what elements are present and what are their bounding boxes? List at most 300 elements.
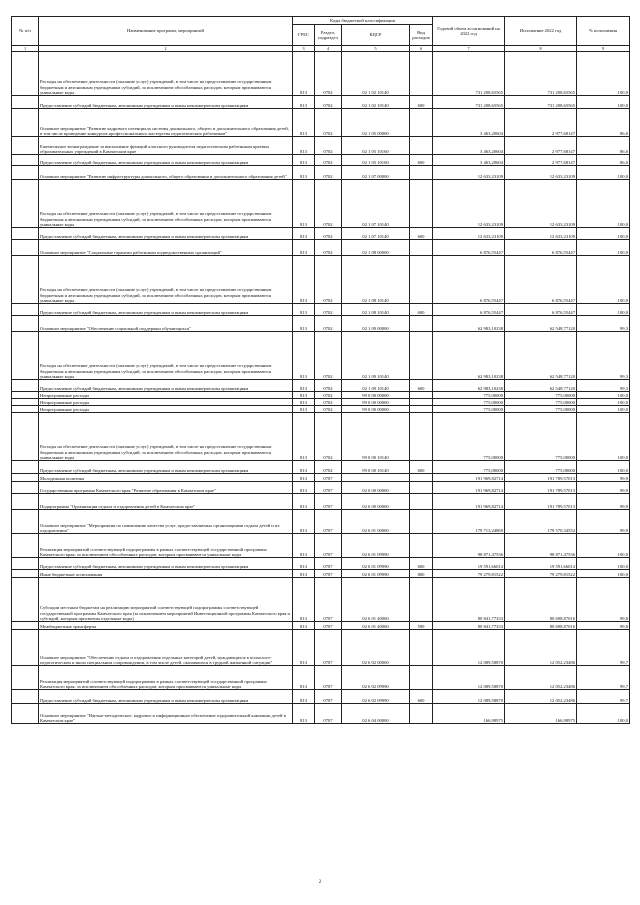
cell-exec: 12 052,23486 bbox=[505, 690, 577, 704]
cell-num bbox=[12, 166, 39, 180]
cell-kcsr: 02 1 02 10140 bbox=[342, 52, 410, 96]
cell-vol: 731 208,65565 bbox=[433, 52, 505, 96]
cell-name: Государственная программа Камчатского края "Развитие образования в Камчатском крае" bbox=[39, 482, 293, 494]
table-row bbox=[12, 109, 630, 137]
cell-kcsr: 02 1 08 00000 bbox=[342, 240, 410, 256]
cell-vid bbox=[410, 630, 433, 666]
cell-name: Предоставление субсидий бюджетным, автономным учреждениям и иным некоммерческим организациям bbox=[39, 155, 293, 166]
cell-name: Расходы на обеспечение деятельности (оказание услуг) учреждений, в том числе на предоставление государственным бюджетным и автономным учреждениям субсидий, за исключением обособленных расходов, которым присваиваются уникальные коды bbox=[39, 413, 293, 461]
table-row bbox=[12, 155, 630, 166]
cell-vid bbox=[410, 413, 433, 461]
cell-vol: 6 876,55447 bbox=[433, 256, 505, 304]
cell-vid bbox=[410, 256, 433, 304]
table-row bbox=[12, 52, 630, 96]
cell-name: Основное мероприятие "Социальные гарантии работникам подведомственных организаций" bbox=[39, 240, 293, 256]
cell-grbs: 813 bbox=[293, 461, 315, 474]
table-row bbox=[12, 534, 630, 558]
table-row bbox=[12, 704, 630, 724]
table-row bbox=[12, 570, 630, 578]
cell-vid bbox=[410, 578, 433, 622]
cell-razdel: 0707 bbox=[315, 534, 342, 558]
cell-razdel: 0707 bbox=[315, 578, 342, 622]
cell-pct: 86,0 bbox=[577, 155, 630, 166]
cell-razdel: 0702 bbox=[315, 96, 342, 109]
header-codes-group: Коды бюджетной классификации bbox=[293, 17, 433, 25]
cell-exec: 80 698,87016 bbox=[505, 622, 577, 630]
cell-pct: 100,0 bbox=[577, 399, 630, 406]
cell-num bbox=[12, 316, 39, 332]
cell-name: Предоставление субсидий бюджетным, автономным учреждениям и иным некоммерческим организациям bbox=[39, 304, 293, 316]
cell-vol: 19 591,66014 bbox=[433, 558, 505, 570]
cell-name: Предоставление субсидий бюджетным, автономным учреждениям и иным некоммерческим организациям bbox=[39, 558, 293, 570]
cell-kcsr: 02 0 00 00000 bbox=[342, 482, 410, 494]
table-row bbox=[12, 228, 630, 240]
cell-vid bbox=[410, 180, 433, 228]
cell-num bbox=[12, 240, 39, 256]
cell-num bbox=[12, 461, 39, 474]
cell-kcsr: 02 1 09 00000 bbox=[342, 316, 410, 332]
table-row bbox=[12, 494, 630, 510]
cell-exec: 12 633,23109 bbox=[505, 180, 577, 228]
cell-grbs: 813 bbox=[293, 570, 315, 578]
cell-num bbox=[12, 558, 39, 570]
column-number: 3 bbox=[293, 46, 315, 52]
column-number: 1 bbox=[12, 46, 39, 52]
cell-grbs: 813 bbox=[293, 332, 315, 380]
table-row bbox=[12, 316, 630, 332]
cell-pct: 99,9 bbox=[577, 482, 630, 494]
cell-vid bbox=[410, 474, 433, 482]
cell-grbs: 813 bbox=[293, 578, 315, 622]
cell-vol: 12 089,58870 bbox=[433, 666, 505, 690]
cell-kcsr: 02 6 01 09990 bbox=[342, 570, 410, 578]
cell-vid bbox=[410, 406, 433, 413]
cell-kcsr: 02 6 00 00000 bbox=[342, 494, 410, 510]
cell-vid bbox=[410, 704, 433, 724]
cell-razdel: 0707 bbox=[315, 704, 342, 724]
cell-grbs: 813 bbox=[293, 666, 315, 690]
cell-num bbox=[12, 304, 39, 316]
cell-razdel: 0707 bbox=[315, 558, 342, 570]
cell-exec: 775,00000 bbox=[505, 406, 577, 413]
cell-razdel: 0702 bbox=[315, 155, 342, 166]
cell-kcsr: 02 1 07 10140 bbox=[342, 180, 410, 228]
cell-razdel: 0702 bbox=[315, 392, 342, 399]
cell-num bbox=[12, 666, 39, 690]
cell-exec: 775,00000 bbox=[505, 413, 577, 461]
cell-pct: 100,0 bbox=[577, 180, 630, 228]
cell-razdel: 0702 bbox=[315, 256, 342, 304]
document-page bbox=[11, 16, 629, 724]
cell-pct: 100,0 bbox=[577, 413, 630, 461]
cell-vol: 79 279,81522 bbox=[433, 570, 505, 578]
cell-razdel: 0707 bbox=[315, 570, 342, 578]
cell-grbs: 813 bbox=[293, 704, 315, 724]
header-razdel: Раздел, подраздел bbox=[315, 25, 342, 46]
cell-kcsr: 99 0 00 10140 bbox=[342, 413, 410, 461]
cell-razdel: 0707 bbox=[315, 510, 342, 534]
cell-kcsr: 99 0 00 00000 bbox=[342, 392, 410, 399]
column-number: 6 bbox=[410, 46, 433, 52]
cell-kcsr: 02 6 02 09990 bbox=[342, 666, 410, 690]
column-number: 7 bbox=[433, 46, 505, 52]
cell-pct: 99,3 bbox=[577, 380, 630, 392]
cell-grbs: 813 bbox=[293, 392, 315, 399]
cell-name: Расходы на обеспечение деятельности (оказание услуг) учреждений, в том числе на предоставление государственным бюджетным и автономным учреждениям субсидий, за исключением обособленных расходов, которым присваиваются уникальные коды bbox=[39, 180, 293, 228]
cell-razdel: 0707 bbox=[315, 494, 342, 510]
cell-name: Предоставление субсидий бюджетным, автономным учреждениям и иным некоммерческим организациям bbox=[39, 380, 293, 392]
cell-kcsr: 99 0 00 10140 bbox=[342, 461, 410, 474]
cell-pct: 86,0 bbox=[577, 137, 630, 155]
cell-num bbox=[12, 380, 39, 392]
cell-pct: 99,3 bbox=[577, 316, 630, 332]
cell-vol: 80 841,77333 bbox=[433, 622, 505, 630]
cell-razdel: 0707 bbox=[315, 622, 342, 630]
cell-name: Предоставление субсидий бюджетным, автономным учреждениям и иным некоммерческим организациям bbox=[39, 461, 293, 474]
table-row bbox=[12, 96, 630, 109]
table-row bbox=[12, 622, 630, 630]
cell-vol: 179 713,24869 bbox=[433, 510, 505, 534]
cell-kcsr: 02 6 04 00000 bbox=[342, 704, 410, 724]
cell-kcsr: 02 6 02 00000 bbox=[342, 630, 410, 666]
cell-grbs: 813 bbox=[293, 622, 315, 630]
header-vid: Вид расходов bbox=[410, 25, 433, 46]
cell-pct: 100,0 bbox=[577, 570, 630, 578]
cell-num bbox=[12, 399, 39, 406]
cell-pct: 100,0 bbox=[577, 534, 630, 558]
cell-vid bbox=[410, 52, 433, 96]
table-row bbox=[12, 166, 630, 180]
cell-pct: 99,8 bbox=[577, 622, 630, 630]
cell-pct: 100,0 bbox=[577, 52, 630, 96]
cell-vol: 12 089,58870 bbox=[433, 690, 505, 704]
cell-vol: 62 983,10238 bbox=[433, 380, 505, 392]
cell-vid: 600 bbox=[410, 228, 433, 240]
cell-exec: 2 977,68147 bbox=[505, 155, 577, 166]
cell-pct: 99,7 bbox=[577, 630, 630, 666]
header-grbs: ГРБС bbox=[293, 25, 315, 46]
cell-vol: 191 969,82714 bbox=[433, 474, 505, 482]
cell-kcsr: 99 0 00 00000 bbox=[342, 399, 410, 406]
cell-kcsr: 02 6 01 40060 bbox=[342, 578, 410, 622]
cell-vid bbox=[410, 166, 433, 180]
cell-grbs: 813 bbox=[293, 534, 315, 558]
cell-grbs: 813 bbox=[293, 155, 315, 166]
cell-vid: 600 bbox=[410, 155, 433, 166]
table-row bbox=[12, 137, 630, 155]
cell-vol: 80 841,77333 bbox=[433, 578, 505, 622]
table-row bbox=[12, 399, 630, 406]
cell-razdel: 0702 bbox=[315, 332, 342, 380]
cell-exec: 12 633,23109 bbox=[505, 166, 577, 180]
cell-num bbox=[12, 482, 39, 494]
cell-pct: 99,9 bbox=[577, 494, 630, 510]
cell-vol: 191 969,82714 bbox=[433, 494, 505, 510]
budget-table bbox=[11, 16, 630, 724]
cell-pct: 100,0 bbox=[577, 96, 630, 109]
column-number: 4 bbox=[315, 46, 342, 52]
table-row bbox=[12, 380, 630, 392]
cell-vid: 600 bbox=[410, 558, 433, 570]
table-row bbox=[12, 240, 630, 256]
cell-vol: 731 208,65565 bbox=[433, 96, 505, 109]
header-name: Наименование программ, мероприятий bbox=[39, 17, 293, 46]
cell-name: Основное мероприятие "Мероприятия по повышению качества услуг, предоставляемых организациями отдыха детей и их оздоровления" bbox=[39, 510, 293, 534]
cell-kcsr: 02 1 08 10140 bbox=[342, 304, 410, 316]
cell-num bbox=[12, 96, 39, 109]
cell-vid bbox=[410, 534, 433, 558]
table-row bbox=[12, 332, 630, 380]
cell-num bbox=[12, 622, 39, 630]
cell-pct: 100,0 bbox=[577, 240, 630, 256]
cell-vol: 3 463,20604 bbox=[433, 137, 505, 155]
cell-vol: 191 969,82714 bbox=[433, 482, 505, 494]
cell-kcsr: 02 6 01 40060 bbox=[342, 622, 410, 630]
cell-name: Ежемесячное вознаграждение за выполнение функций классного руководителя педагогическим работникам краевых образовательных учреждений в Камчатском крае bbox=[39, 137, 293, 155]
cell-num bbox=[12, 630, 39, 666]
cell-pct: 100,0 bbox=[577, 304, 630, 316]
cell-razdel: 0702 bbox=[315, 316, 342, 332]
cell-grbs: 813 bbox=[293, 406, 315, 413]
cell-exec: 2 977,68147 bbox=[505, 109, 577, 137]
cell-num bbox=[12, 52, 39, 96]
cell-num bbox=[12, 406, 39, 413]
cell-exec: 775,00000 bbox=[505, 399, 577, 406]
cell-vol: 775,00000 bbox=[433, 392, 505, 399]
cell-vol: 3 463,20604 bbox=[433, 109, 505, 137]
table-row bbox=[12, 482, 630, 494]
cell-pct: 100,0 bbox=[577, 392, 630, 399]
cell-razdel: 0702 bbox=[315, 109, 342, 137]
cell-kcsr: 02 1 07 10140 bbox=[342, 228, 410, 240]
cell-name: Молодежная политика bbox=[39, 474, 293, 482]
cell-name: Непрограммные расходы bbox=[39, 399, 293, 406]
cell-name: Расходы на обеспечение деятельности (оказание услуг) учреждений, в том числе на предоставление государственным бюджетным и автономным учреждениям субсидий, за исключением обособленных расходов, которым присваиваются уникальные коды bbox=[39, 52, 293, 96]
cell-exec: 731 208,65565 bbox=[505, 96, 577, 109]
cell-razdel: 0707 bbox=[315, 690, 342, 704]
header-percent: % исполнения bbox=[577, 17, 630, 46]
cell-kcsr: 02 1 05 10160 bbox=[342, 137, 410, 155]
cell-razdel: 0702 bbox=[315, 228, 342, 240]
table-row bbox=[12, 304, 630, 316]
table-row bbox=[12, 510, 630, 534]
cell-grbs: 813 bbox=[293, 96, 315, 109]
cell-name: Основное мероприятие "Развитие инфраструктуры дошкольного, общего образования и дополнительного образования детей" bbox=[39, 166, 293, 180]
cell-vid bbox=[410, 510, 433, 534]
header-execution: Исполнение 2022 год bbox=[505, 17, 577, 46]
cell-name: Непрограммные расходы bbox=[39, 406, 293, 413]
cell-name: Расходы на обеспечение деятельности (оказание услуг) учреждений, в том числе на предоставление государственным бюджетным и автономным учреждениям субсидий, за исключением обособленных расходов, которым присваиваются уникальные коды bbox=[39, 332, 293, 380]
cell-razdel: 0702 bbox=[315, 461, 342, 474]
header-volume: Годовой объем ассигнований на 2022 год bbox=[433, 17, 505, 46]
cell-num bbox=[12, 256, 39, 304]
cell-name: Подпрограмма "Организация отдыха и оздоровления детей в Камчатском крае" bbox=[39, 494, 293, 510]
cell-razdel: 0702 bbox=[315, 304, 342, 316]
cell-vid: 600 bbox=[410, 461, 433, 474]
table-row bbox=[12, 461, 630, 474]
table-row bbox=[12, 666, 630, 690]
cell-num bbox=[12, 494, 39, 510]
cell-num bbox=[12, 474, 39, 482]
cell-num bbox=[12, 109, 39, 137]
cell-vol: 98 871,47536 bbox=[433, 534, 505, 558]
cell-exec: 12 052,23486 bbox=[505, 666, 577, 690]
cell-vid: 600 bbox=[410, 96, 433, 109]
cell-grbs: 813 bbox=[293, 494, 315, 510]
cell-vid bbox=[410, 399, 433, 406]
cell-name: Предоставление субсидий бюджетным, автономным учреждениям и иным некоммерческим организациям bbox=[39, 690, 293, 704]
cell-razdel: 0707 bbox=[315, 474, 342, 482]
cell-vol: 6 876,55447 bbox=[433, 304, 505, 316]
cell-razdel: 0702 bbox=[315, 137, 342, 155]
cell-grbs: 813 bbox=[293, 240, 315, 256]
cell-grbs: 813 bbox=[293, 137, 315, 155]
cell-exec: 2 977,68147 bbox=[505, 137, 577, 155]
cell-vol: 775,00000 bbox=[433, 399, 505, 406]
cell-name: Основное мероприятие "Обеспечение социальной поддержки обучающихся" bbox=[39, 316, 293, 332]
cell-grbs: 813 bbox=[293, 52, 315, 96]
cell-exec: 179 570,34552 bbox=[505, 510, 577, 534]
cell-exec: 19 591,66014 bbox=[505, 558, 577, 570]
cell-razdel: 0702 bbox=[315, 240, 342, 256]
cell-grbs: 813 bbox=[293, 413, 315, 461]
cell-grbs: 813 bbox=[293, 630, 315, 666]
cell-num bbox=[12, 155, 39, 166]
cell-kcsr: 02 1 02 10140 bbox=[342, 96, 410, 109]
cell-grbs: 813 bbox=[293, 180, 315, 228]
cell-kcsr: 02 1 09 10140 bbox=[342, 332, 410, 380]
cell-razdel: 0702 bbox=[315, 180, 342, 228]
cell-vid: 600 bbox=[410, 304, 433, 316]
cell-pct: 100,0 bbox=[577, 406, 630, 413]
cell-exec: 191 789,57013 bbox=[505, 494, 577, 510]
cell-vol: 62 983,10238 bbox=[433, 316, 505, 332]
cell-num bbox=[12, 510, 39, 534]
header-kcsr: КЦСР bbox=[342, 25, 410, 46]
cell-kcsr: 02 1 09 10140 bbox=[342, 380, 410, 392]
cell-name: Реализация мероприятий соответствующей подпрограммы в рамках соответствующей государственной программы Камчатского края, за исключением обособленных расходов, которым присваиваются уникальные коды bbox=[39, 534, 293, 558]
cell-vol: 3 463,20604 bbox=[433, 155, 505, 166]
cell-kcsr: 02 1 07 00000 bbox=[342, 166, 410, 180]
cell-exec: 80 698,87016 bbox=[505, 578, 577, 622]
column-number: 9 bbox=[577, 46, 630, 52]
cell-vol: 166,98975 bbox=[433, 704, 505, 724]
cell-vol: 12 633,23109 bbox=[433, 180, 505, 228]
cell-pct: 99,3 bbox=[577, 332, 630, 380]
cell-exec: 12 052,23486 bbox=[505, 630, 577, 666]
cell-grbs: 813 bbox=[293, 304, 315, 316]
cell-kcsr: 99 0 00 00000 bbox=[342, 406, 410, 413]
table-row bbox=[12, 690, 630, 704]
cell-vid bbox=[410, 316, 433, 332]
column-number: 2 bbox=[39, 46, 293, 52]
cell-vid: 800 bbox=[410, 570, 433, 578]
cell-kcsr: 02 6 01 09990 bbox=[342, 558, 410, 570]
cell-name: Реализация мероприятий соответствующей подпрограммы в рамках соответствующей государственной программы Камчатского края, за исключением обособленных расходов, которым присваиваются уникальные коды bbox=[39, 666, 293, 690]
cell-name: Субсидии местным бюджетам на реализацию мероприятий соответствующей подпрограммы соответствующей государственной программы Камчатского края (за исключением мероприятий Инвестиционной программы Камчатского края и субсидий, которым присвоены отдельные коды) bbox=[39, 578, 293, 622]
cell-vol: 775,00000 bbox=[433, 413, 505, 461]
table-row bbox=[12, 413, 630, 461]
table-row bbox=[12, 558, 630, 570]
cell-vid bbox=[410, 240, 433, 256]
table-row bbox=[12, 578, 630, 622]
cell-razdel: 0702 bbox=[315, 406, 342, 413]
cell-vol: 775,00000 bbox=[433, 461, 505, 474]
cell-kcsr: 02 1 08 10140 bbox=[342, 256, 410, 304]
cell-pct: 100,0 bbox=[577, 461, 630, 474]
cell-razdel: 0702 bbox=[315, 413, 342, 461]
cell-vol: 62 983,10238 bbox=[433, 332, 505, 380]
table-row bbox=[12, 256, 630, 304]
cell-kcsr: 02 6 01 09990 bbox=[342, 534, 410, 558]
cell-razdel: 0707 bbox=[315, 666, 342, 690]
cell-grbs: 813 bbox=[293, 256, 315, 304]
cell-num bbox=[12, 690, 39, 704]
cell-vid bbox=[410, 494, 433, 510]
cell-exec: 191 789,57013 bbox=[505, 474, 577, 482]
cell-num bbox=[12, 180, 39, 228]
cell-vid bbox=[410, 666, 433, 690]
cell-exec: 62 548,77120 bbox=[505, 316, 577, 332]
cell-vol: 775,00000 bbox=[433, 406, 505, 413]
cell-kcsr: 02 6 02 09990 bbox=[342, 690, 410, 704]
cell-razdel: 0707 bbox=[315, 482, 342, 494]
cell-exec: 166,98975 bbox=[505, 704, 577, 724]
cell-grbs: 813 bbox=[293, 510, 315, 534]
cell-razdel: 0707 bbox=[315, 630, 342, 666]
cell-vid bbox=[410, 137, 433, 155]
cell-vid bbox=[410, 109, 433, 137]
cell-vol: 12 089,58870 bbox=[433, 630, 505, 666]
cell-pct: 100,0 bbox=[577, 558, 630, 570]
cell-exec: 6 876,55447 bbox=[505, 256, 577, 304]
table-row bbox=[12, 180, 630, 228]
cell-exec: 731 208,65565 bbox=[505, 52, 577, 96]
table-row bbox=[12, 474, 630, 482]
cell-grbs: 813 bbox=[293, 474, 315, 482]
page-number: 2 bbox=[318, 880, 322, 885]
cell-kcsr: 02 1 05 00000 bbox=[342, 109, 410, 137]
cell-pct: 100,0 bbox=[577, 166, 630, 180]
cell-num bbox=[12, 534, 39, 558]
cell-pct: 99,9 bbox=[577, 474, 630, 482]
cell-grbs: 813 bbox=[293, 558, 315, 570]
cell-exec: 775,00000 bbox=[505, 461, 577, 474]
cell-vol: 12 633,23109 bbox=[433, 166, 505, 180]
cell-razdel: 0702 bbox=[315, 380, 342, 392]
cell-exec: 12 633,23109 bbox=[505, 228, 577, 240]
cell-exec: 6 876,55447 bbox=[505, 240, 577, 256]
cell-name: Основное мероприятие "Обеспечение отдыха и оздоровления отдельных категорий детей, нуждающихся в психолого-педагогическом и ином специальном сопровождении, в том числе детей, оказавшихся в трудной жизненной ситуации" bbox=[39, 630, 293, 666]
cell-grbs: 813 bbox=[293, 109, 315, 137]
cell-vid bbox=[410, 392, 433, 399]
cell-name: Непрограммные расходы bbox=[39, 392, 293, 399]
column-number: 8 bbox=[505, 46, 577, 52]
cell-exec: 6 876,55447 bbox=[505, 304, 577, 316]
cell-pct: 99,7 bbox=[577, 690, 630, 704]
cell-razdel: 0702 bbox=[315, 399, 342, 406]
cell-num bbox=[12, 704, 39, 724]
cell-grbs: 813 bbox=[293, 316, 315, 332]
cell-name: Расходы на обеспечение деятельности (оказание услуг) учреждений, в том числе на предоставление государственным бюджетным и автономным учреждениям субсидий, за исключением обособленных расходов, которым присваиваются уникальные коды bbox=[39, 256, 293, 304]
cell-grbs: 813 bbox=[293, 380, 315, 392]
cell-razdel: 0702 bbox=[315, 166, 342, 180]
cell-name: Межбюджетные трансферты bbox=[39, 622, 293, 630]
table-row bbox=[12, 630, 630, 666]
cell-grbs: 813 bbox=[293, 166, 315, 180]
column-number: 5 bbox=[342, 46, 410, 52]
cell-vol: 6 876,55447 bbox=[433, 240, 505, 256]
